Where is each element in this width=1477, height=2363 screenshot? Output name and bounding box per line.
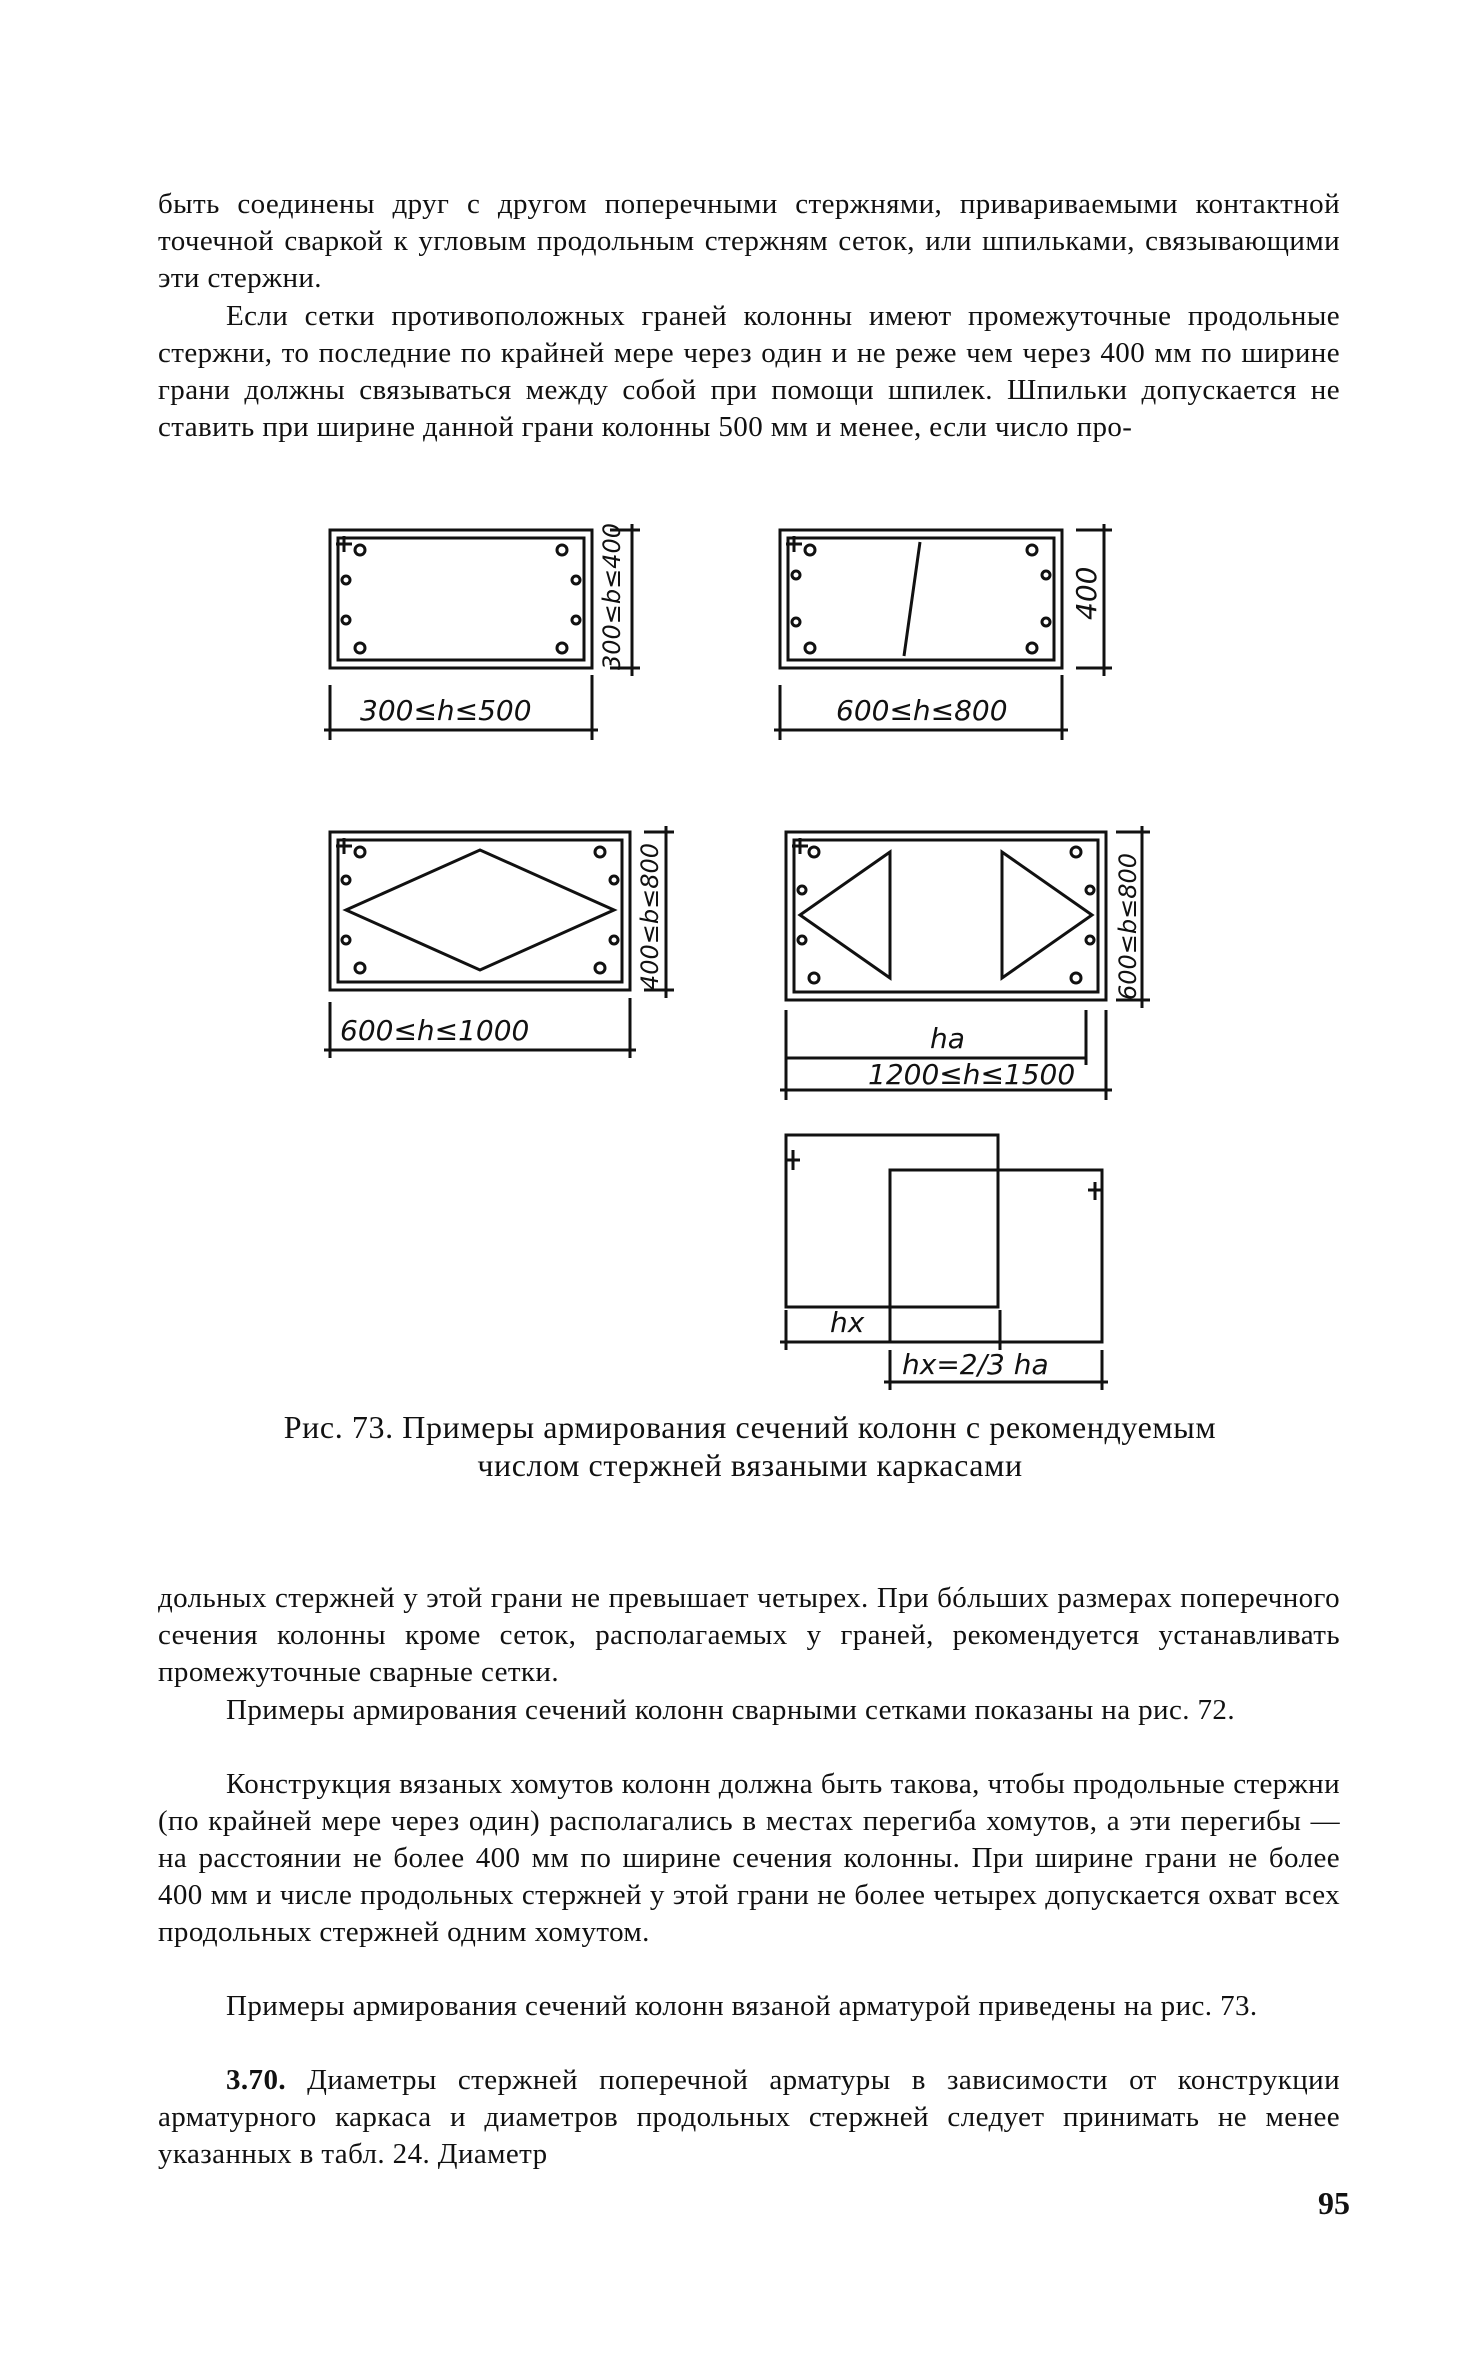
label-e-hx-formula: hx=2/3 ha bbox=[902, 1348, 1049, 1381]
label-c-height: 400≤b≤800 bbox=[636, 842, 664, 990]
label-d-height: 600≤b≤800 bbox=[1114, 852, 1142, 1000]
caption-line-2: числом стержней вязаными каркасами bbox=[477, 1447, 1023, 1483]
figure-caption bbox=[150, 1408, 1350, 1484]
label-b-width: 600≤h≤800 bbox=[836, 694, 1008, 727]
paragraph-5: Конструкция вязаных хомутов колонн должна быть такова, чтобы продольные стержни (по крайней мере через один) располагались в местах перегиба хомутов, а эти перегибы — на расстоянии не более 400 мм по ширине сечения колонны. При ширине грани не более 400 мм и числе продольных стержней у этой грани не более четырех допускается охват всех продольных стержней одним хомутом. bbox=[158, 1768, 1340, 1948]
label-c-width: 600≤h≤1000 bbox=[340, 1014, 530, 1047]
label-b-height: 400 bbox=[1070, 566, 1103, 620]
paragraph-7-text: Диаметры стержней поперечной арматуры в зависимости от конструкции арматурного каркаса и диаметров продольных стержней следует принимать не менее указанных в табл. 24. Диаметр bbox=[158, 2064, 1340, 2170]
label-a-height: 300≤b≤400 bbox=[598, 522, 626, 670]
caption-line-1: Рис. 73. Примеры армирования сечений колонн с рекомендуемым bbox=[283, 1409, 1217, 1445]
paragraph-4: Примеры армирования сечений колонн сварными сетками показаны на рис. 72. bbox=[226, 1694, 1235, 1726]
paragraph-1: быть соединены друг с другом поперечными стержнями, привариваемыми контактной точечной сваркой к угловым продольным стержням сеток, или шпильками, связывающими эти стержни. bbox=[158, 188, 1340, 294]
figure-73 bbox=[300, 510, 1200, 1390]
label-a-width: 300≤h≤500 bbox=[360, 694, 532, 727]
paragraph-7 bbox=[158, 2062, 1340, 2173]
label-e-hx: hx bbox=[830, 1306, 865, 1339]
paragraph-2: Если сетки противоположных граней колонны имеют промежуточные продольные стержни, то последние по крайней мере через один и не реже чем через 400 мм по ширине грани должны связываться между собой при помощи шпилек. Шпильки допускается не ставить при ширине данной грани колонны 500 мм и менее, если число про- bbox=[158, 300, 1340, 443]
paragraph-3: дольных стержней у этой грани не превышает четырех. При бóльших размерах поперечного сечения колонны кроме сеток, располагаемых у граней, рекомендуется устанавливать промежуточные сварные сетки. bbox=[158, 1582, 1340, 1688]
figure-73-drawing bbox=[300, 510, 1200, 1390]
label-d-width: 1200≤h≤1500 bbox=[868, 1058, 1076, 1091]
section-number: 3.70. bbox=[226, 2064, 286, 2096]
page-number: 95 bbox=[1318, 2185, 1350, 2221]
label-d-ha: ha bbox=[930, 1022, 965, 1055]
paragraph-6: Примеры армирования сечений колонн вязаной арматурой приведены на рис. 73. bbox=[226, 1990, 1258, 2022]
